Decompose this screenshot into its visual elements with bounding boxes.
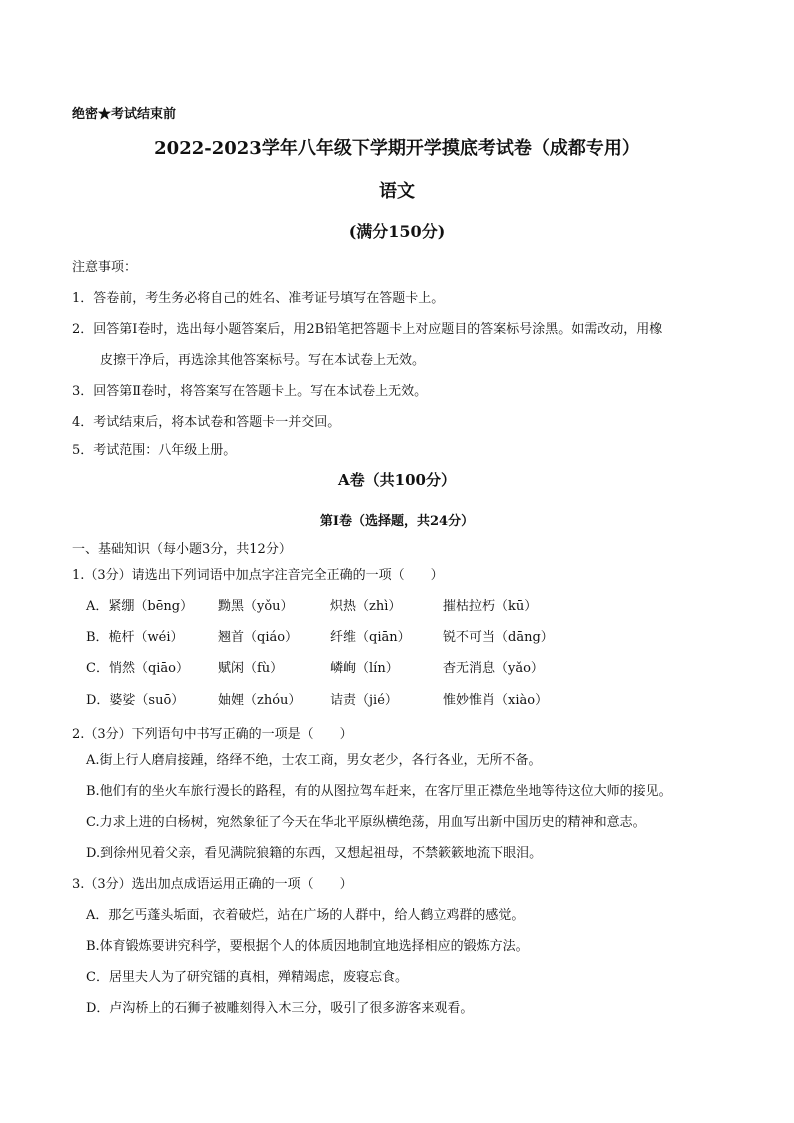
option-word: D．婆娑（suō） [86,693,185,708]
note-item: 1．答卷前，考生务必将自己的姓名、准考证号填写在答题卡上。 [72,291,445,306]
question-3-option-a: A．那乞丐蓬头垢面，衣着破烂，站在广场的人群中，给人鹤立鸡群的感觉。 [86,908,525,923]
question-2-option-b: B.他们有的坐火车旅行漫长的路程，有的从图拉驾车赶来，在客厅里正襟危坐地等待这位大师的接见。 [86,784,672,799]
option-word: 嶙峋（lín） [330,661,399,676]
option-word: 纤维（qiān） [330,630,411,645]
option-word: B．桅杆（wéi） [86,630,184,645]
note-item: 3．回答第Ⅱ卷时，将答案写在答题卡上。写在本试卷上无效。 [72,384,428,399]
option-word: 黝黑（yǒu） [218,599,294,614]
question-2-option-c: C.力求上进的白杨树，宛然象征了今天在华北平原纵横绝荡，用血写出新中国历史的精神和意志。 [86,815,646,830]
option-word: 锐不可当（dāng） [443,630,554,645]
confidential-label: 绝密★考试结束前 [72,107,177,122]
question-2-option-d: D.到徐州见着父亲，看见满院狼籍的东西，又想起祖母，不禁簌簌地流下眼泪。 [86,846,543,861]
option-word: 惟妙惟肖（xiào） [443,693,549,708]
option-word: A．紧绷（bēng） [86,599,194,614]
option-word: 炽热（zhì） [330,599,402,614]
option-word: 诘责（jié） [330,693,398,708]
question-2-stem: 2.（3分）下列语句中书写正确的一项是（ ） [72,727,353,742]
section-volume1-heading: 第Ⅰ卷（选择题，共24分） [319,514,475,529]
subject-title: 语文 [379,181,415,202]
option-word: 赋闲（fù） [218,661,284,676]
option-word: 翘首（qiáo） [218,630,299,645]
note-item-continued: 皮擦干净后，再选涂其他答案标号。写在本试卷上无效。 [100,353,426,368]
question-3-stem: 3.（3分）选出加点成语运用正确的一项（ ） [72,877,353,892]
section-a-heading: A卷（共100分） [338,471,456,489]
full-score: (满分150分) [348,222,446,241]
option-word: 杳无消息（yǎo） [443,661,544,676]
option-word: 妯娌（zhóu） [218,693,302,708]
note-item: 2．回答第Ⅰ卷时，选出每小题答案后，用2B铅笔把答题卡上对应题目的答案标号涂黑。如需改动，用橡 [72,322,663,337]
question-2-option-a: A.街上行人磨肩接踵，络绎不绝，士农工商，男女老少，各行各业，无所不备。 [86,753,542,768]
note-item: 4．考试结束后，将本试卷和答题卡一并交回。 [72,415,341,430]
part1-heading: 一、基础知识（每小题3分，共12分） [72,542,292,557]
note-item: 5．考试范围：八年级上册。 [72,443,237,458]
option-word: C．悄然（qiāo） [86,661,190,676]
notes-heading: 注意事项： [72,260,138,275]
option-word: 摧枯拉朽（kū） [443,599,538,614]
question-1-stem: 1.（3分）请选出下列词语中加点字注音完全正确的一项（ ） [72,568,444,583]
question-3-option-d: D．卢沟桥上的石狮子被雕刻得入木三分，吸引了很多游客来观看。 [86,1001,474,1016]
exam-title: 2022-2023学年八年级下学期开学摸底考试卷（成都专用） [154,138,640,159]
question-3-option-c: C．居里夫人为了研究镭的真相，殚精竭虑，废寝忘食。 [86,970,408,985]
question-3-option-b: B.体育锻炼要讲究科学，要根据个人的体质因地制宜地选择相应的锻炼方法。 [86,939,529,954]
